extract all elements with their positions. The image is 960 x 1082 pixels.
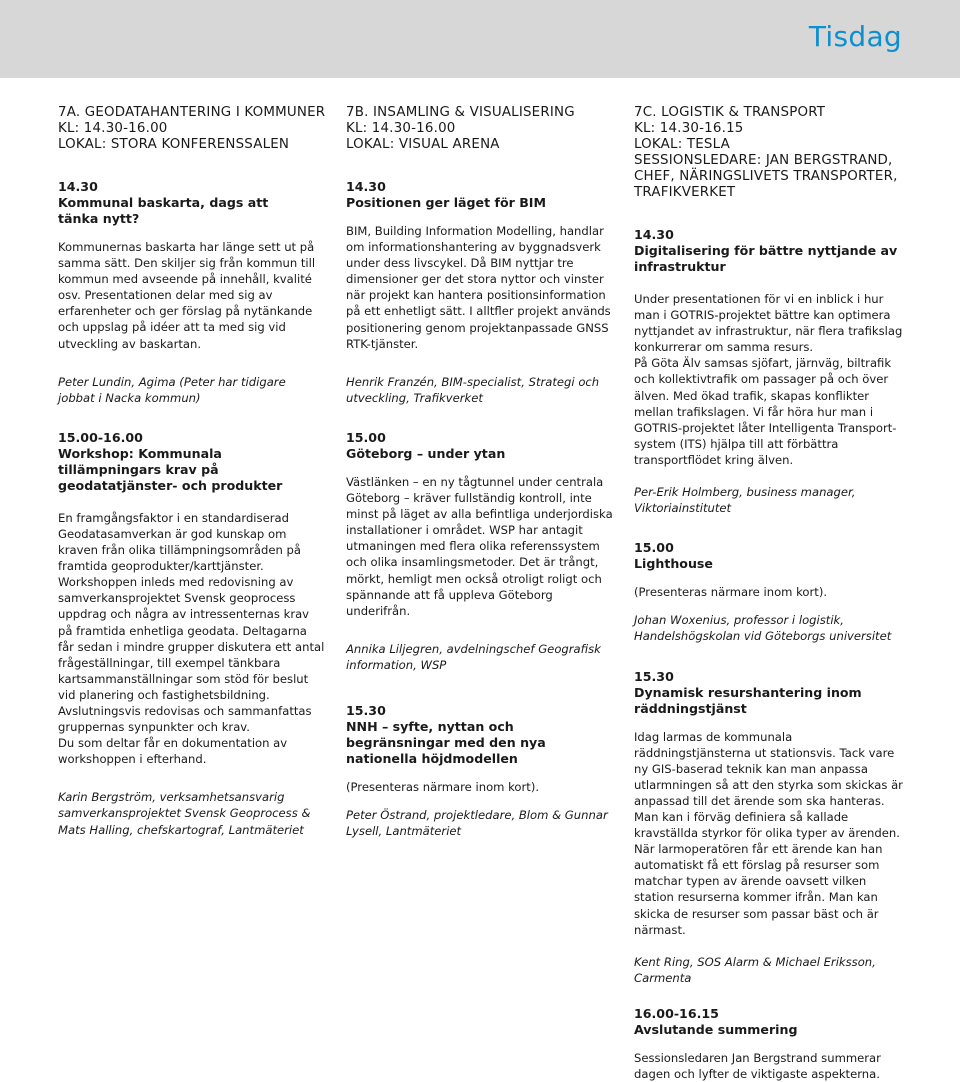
session-title: Workshop: Kommunala tillämpningars krav på geodatatjänster- och produkter	[58, 445, 283, 493]
session-speaker: Johan Woxenius, professor i logistik, Handelshögskolan vid Göteborgs universitet	[634, 613, 892, 644]
session-time: 16.00-16.15	[634, 1005, 719, 1021]
session-block	[346, 703, 618, 839]
session-time: 15.00	[634, 540, 674, 556]
session-title: Kommunal baskarta, dags att tänka nytt?	[58, 195, 269, 226]
session-time: 15.00-16.00	[58, 429, 143, 445]
session-speaker: Peter Lundin, Agima (Peter har tidigare jobbat i Nacka kommun)	[58, 374, 286, 405]
session-block	[634, 227, 904, 516]
track-column-7a	[58, 105, 326, 838]
session-block	[634, 1006, 904, 1082]
track-name: 7A. GEODATAHANTERING I KOMMUNER	[58, 105, 326, 120]
session-description: Västlänken – en ny tågtunnel under centrala Göteborg – kräver fullständig kontroll, inte minst på läget av alla befintliga underjordiska installationer i området. WSP har antagit utmaningen med flera olika referenssystem och olika insamlingsmetoder. Det är trångt, mörkt, hemligt men också otroligt roligt och spännande att få uppleva Göteborg underifrån.	[346, 474, 613, 618]
track-column-7b	[346, 105, 618, 839]
track-session-leader: SESSIONSLEDARE: JAN BERGSTRAND, CHEF, NÄRINGSLIVETS TRANSPORTER, TRAFIKVERKET	[634, 153, 898, 200]
session-block	[346, 430, 618, 673]
session-title: Avslutande summering	[634, 1021, 798, 1037]
session-description: Kommunernas baskarta har länge sett ut på samma sätt. Den skiljer sig från kommun till kommun med avseende på innehåll, kvalité osv. Presentationen delar med sig av erfarenheter och ger förslag på nytänkande och uppslag på idéer att ta med sig vid utveckling av baskartan.	[58, 240, 316, 351]
session-block	[58, 430, 326, 838]
session-speaker: Karin Bergström, verksamhetsansvarig samverkansprojektet Svensk Geoprocess & Mats Halling, chefskartograf, Lantmäteriet	[58, 790, 311, 837]
session-description: BIM, Building Information Modelling, handlar om informationshantering av byggnadsverk under dess livscykel. Då BIM nyttjar tre dimensioner ger det stora nyttor och vinster när projekt kan hantera positionsinformation på ett enhetligt sätt. I alltfler projekt används positionering genom projektanpassade GNSS RTK-tjänster.	[346, 224, 611, 351]
track-column-7c	[634, 105, 904, 1082]
session-description: En framgångsfaktor i en standardiserad Geodatasamverkan är god kunskap om kraven från olika tillämpningsområden på framtida geoprodukter/karttjänster. Workshoppen inleds med redovisning av samverkansprojektet Svensk geoprocess uppdrag och några av intressenternas krav på framtida enhetliga geodata. Deltagarna får sedan i mindre grupper diskutera ett antal frågeställningar, till exempel tänkbara kartsammanställningar som stöd för beslut vid planering och fastighetsbildning. Avslutningsvis redovisas och sammanfattas gruppernas synpunkter och krav. Du som deltar får en dokumentation av workshoppen i efterhand.	[58, 510, 325, 767]
session-description: (Presenteras närmare inom kort).	[634, 585, 828, 600]
session-time: 15.00	[346, 429, 386, 445]
session-speaker: Kent Ring, SOS Alarm & Michael Eriksson, Carmenta	[634, 954, 876, 985]
session-block	[634, 540, 904, 644]
track-time: KL: 14.30-16.15	[634, 121, 744, 136]
track-heading	[58, 105, 326, 153]
track-room: LOKAL: TESLA	[634, 137, 730, 152]
session-title: Göteborg – under ytan	[346, 445, 506, 461]
session-block	[634, 669, 904, 986]
track-name: 7B. INSAMLING & VISUALISERING	[346, 105, 575, 120]
session-description: Idag larmas de kommunala räddningstjänsterna ut stationsvis. Tack vare ny GIS-baserad teknik kan man anpassa utlarmningen så att den styrka som skickas är anpassad till det ärende som ska hanteras. Man kan i förväg definiera så kallade kravställda styrkor för olika typer av ärenden. När larmoperatören får ett ärende kan han automatiskt få ett förslag på resurser som matchar typen av ärende oavsett vilken station resurserna kommer ifrån. Man kan skicka de resurser som passar bäst och är närmast.	[634, 729, 903, 937]
session-title: Digitalisering för bättre nyttjande av infrastruktur	[634, 243, 898, 274]
session-description: (Presenteras närmare inom kort).	[346, 779, 540, 794]
session-block	[346, 179, 618, 406]
track-name: 7C. LOGISTIK & TRANSPORT	[634, 105, 826, 120]
session-time: 14.30	[634, 227, 674, 242]
session-title: Dynamisk resurshantering inom räddningstjänst	[634, 684, 862, 716]
session-speaker: Henrik Franzén, BIM-specialist, Strategi och utveckling, Trafikverket	[346, 374, 600, 405]
session-title: Lighthouse	[634, 556, 713, 572]
session-description: Under presentationen för vi en inblick i hur man i GOTRIS-projektet bättre kan optimera nyttjandet av infrastruktur, när flera trafikslag konkurrerar om samma resurs. På Göta Älv samsas sjöfart, järnväg, biltrafik och kollektivtrafik om passager på och över älven. Med ökad trafik, skapas konflikter mellan trafikslagen. Vi får höra hur man i GOTRIS-projektet låter Intelligenta Transport-system (ITS) hjälpa till att förbättra transportflödet kring älven.	[634, 292, 903, 467]
track-time: KL: 14.30-16.00	[346, 121, 456, 136]
track-time: KL: 14.30-16.00	[58, 121, 168, 136]
track-heading	[346, 105, 618, 153]
session-time: 15.30	[346, 702, 386, 718]
track-room: LOKAL: STORA KONFERENSSALEN	[58, 137, 290, 152]
session-speaker: Peter Östrand, projektledare, Blom & Gunnar Lysell, Lantmäteriet	[346, 808, 608, 839]
session-title: Positionen ger läget för BIM	[346, 195, 547, 210]
session-time: 14.30	[58, 179, 98, 194]
session-time: 15.30	[634, 668, 674, 684]
track-room: LOKAL: VISUAL ARENA	[346, 137, 500, 152]
session-title: NNH – syfte, nyttan och begränsningar med den nya nationella höjdmodellen	[346, 718, 546, 766]
page-title: Tisdag	[808, 20, 902, 53]
session-description: Sessionsledaren Jan Bergstrand summerar dagen och lyfter de viktigaste aspekterna.	[634, 1050, 881, 1081]
session-speaker: Per-Erik Holmberg, business manager, Viktoriainstitutet	[634, 485, 856, 516]
track-heading	[634, 105, 904, 201]
session-block	[58, 179, 326, 406]
session-time: 14.30	[346, 179, 386, 194]
page-header	[0, 0, 960, 78]
session-speaker: Annika Liljegren, avdelningschef Geografisk information, WSP	[346, 641, 601, 672]
